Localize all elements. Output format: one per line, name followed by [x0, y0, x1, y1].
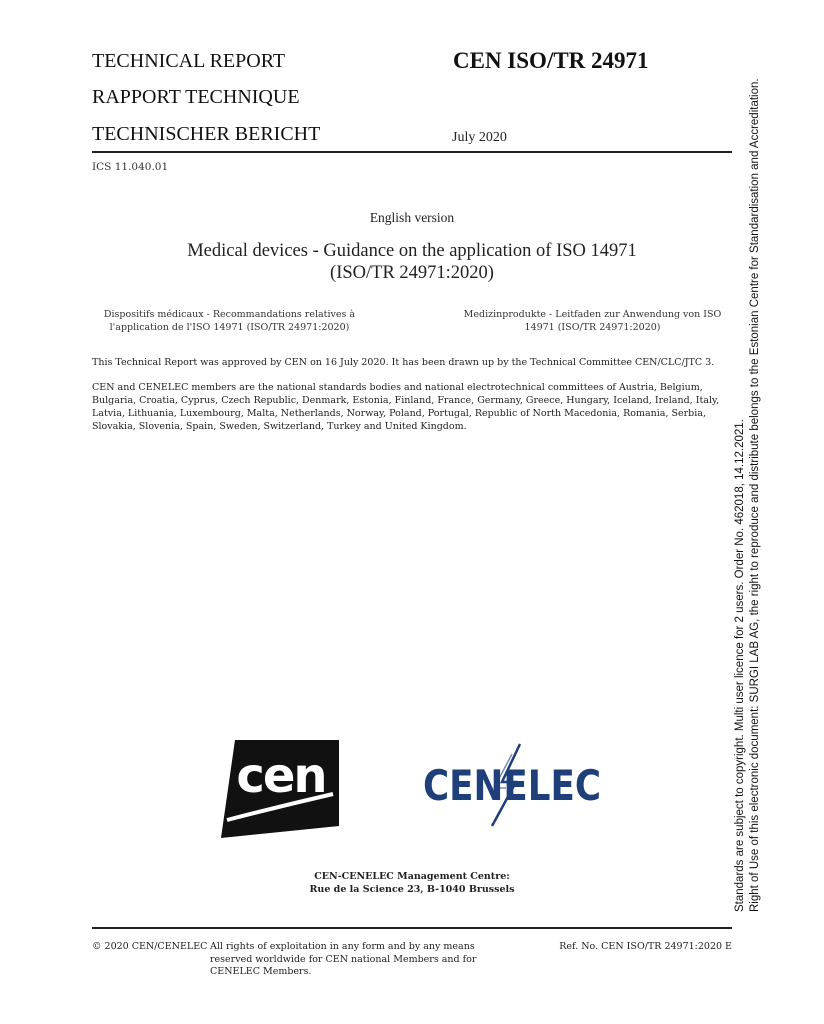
document-title [0, 240, 824, 284]
cen-logo [221, 740, 339, 838]
language-version: English version [369, 210, 455, 225]
german-title: Medizinprodukte - Leitfaden zur Anwendung von ISO 14971 (ISO/TR 24971:2020) [463, 309, 722, 333]
french-title: Dispositifs médicaux - Recommandations relatives à l'application de l'ISO 14971 (ISO/TR 24971:2020) [103, 309, 356, 333]
cenelec-logo [420, 742, 605, 828]
report-type-english: TECHNICAL REPORT [92, 50, 286, 72]
document-title-line2: (ISO/TR 24971:2020) [330, 263, 494, 283]
footer-divider [92, 927, 732, 929]
ics-code: ICS 11.040.01 [92, 161, 169, 173]
header-divider [92, 151, 732, 153]
cen-logo-text: cen [236, 748, 326, 804]
report-type-german: TECHNISCHER BERICHT [92, 123, 321, 145]
reference-number: Ref. No. CEN ISO/TR 24971:2020 E [559, 941, 732, 952]
rights-notice: All rights of exploitation in any form and by any means reserved worldwide for CEN national Members and for CENELEC Members. [210, 941, 477, 977]
management-centre-address [0, 870, 824, 896]
publication-date: July 2020 [452, 130, 507, 145]
sidebar-line1: Standards are subject to copyright. Multi user licence for 2 users. Order No. 462018, 14.12.2021. [734, 419, 746, 912]
cenelec-logo-text: CENELEC [423, 761, 601, 810]
report-type-french: RAPPORT TECHNIQUE [92, 86, 300, 108]
address-line2: Rue de la Science 23, B-1040 Brussels [309, 884, 515, 895]
approval-paragraph: This Technical Report was approved by CEN on 16 July 2020. It has been drawn up by the Technical Committee CEN/CLC/JTC 3. [92, 357, 715, 368]
sidebar-line2: Right of Use of this electronic document: SURGI LAB AG, the right to reproduce and distribute belongs to the Estonian Centre for Standardisation and Accreditation. [749, 78, 761, 912]
copyright-notice: © 2020 CEN/CENELEC [92, 941, 208, 952]
document-number: CEN ISO/TR 24971 [453, 48, 649, 73]
address-line1: CEN-CENELEC Management Centre: [314, 871, 510, 882]
members-paragraph: CEN and CENELEC members are the national standards bodies and national electrotechnical committees of Austria, Belgium, Bulgaria, Croatia, Cyprus, Czech Republic, Denmark, Estonia, Finland, France, Germany, Greece, Hungary, Iceland, Ireland, Italy, Latvia, Lithuania, Luxembourg, Malta, Netherlands, Norway, Poland, Portugal, Republic of North Macedonia, Romania, Serbia, Slovakia, Slovenia, Spain, Sweden, Switzerland, Turkey and United Kingdom. [92, 382, 720, 432]
document-title-line1: Medical devices - Guidance on the application of ISO 14971 [187, 241, 637, 261]
